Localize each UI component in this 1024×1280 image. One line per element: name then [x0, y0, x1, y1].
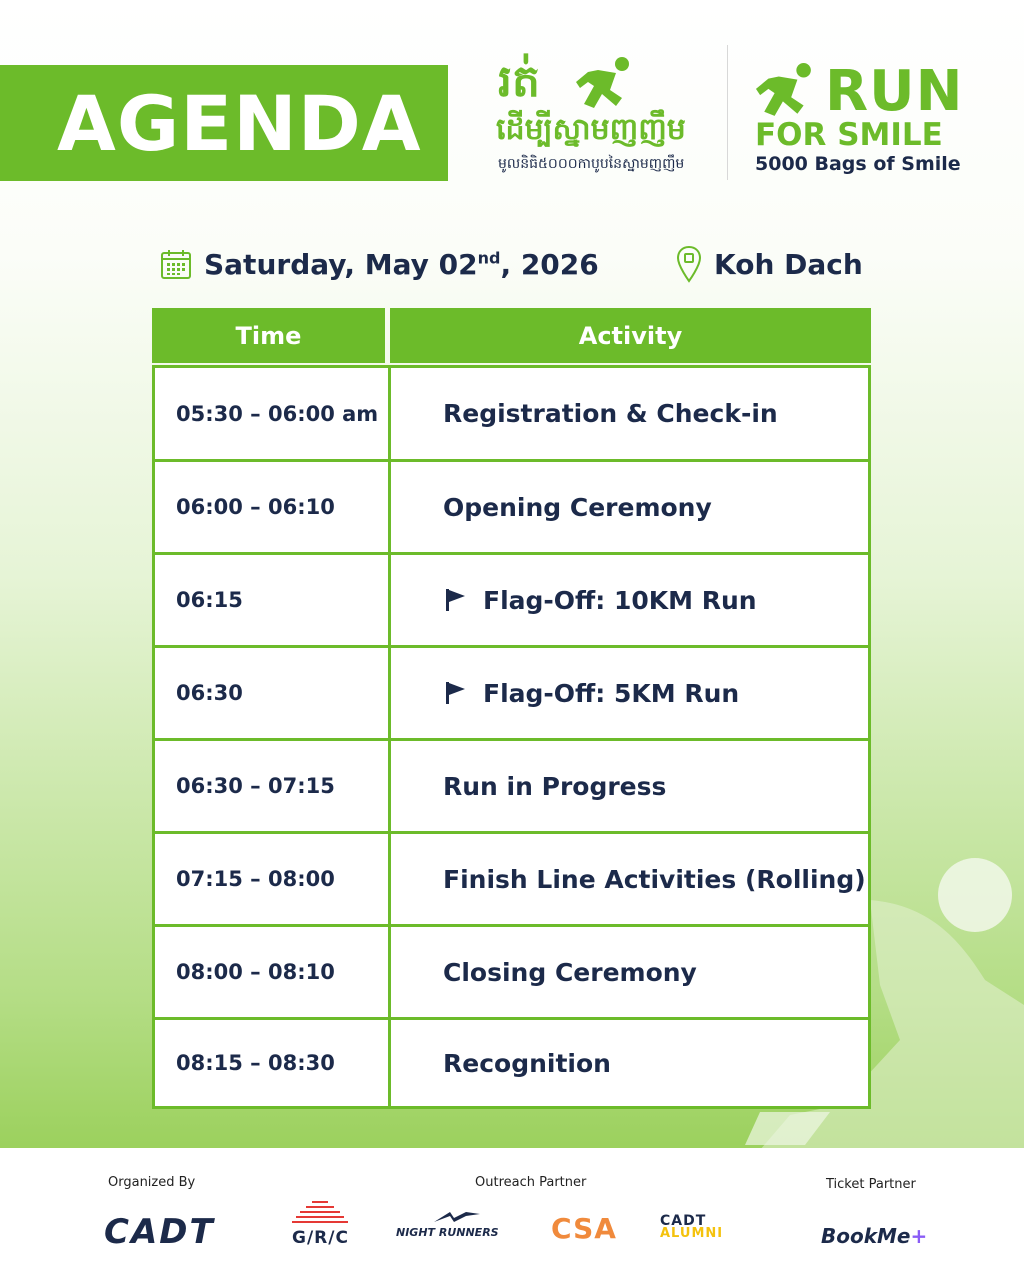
outreach-partner-label: Outreach Partner [475, 1175, 587, 1190]
row-time: 05:30 – 06:00 am [155, 368, 391, 459]
calendar-icon [160, 248, 192, 280]
event-location [676, 240, 863, 288]
khmer-logo-line3: មូលនិធិ៥០០០កាបូបនៃស្នាមញញឹម [498, 156, 685, 172]
bookme-text: BookMe [821, 1224, 911, 1248]
row-activity-text: Opening Ceremony [443, 492, 712, 522]
row-time: 06:15 [155, 555, 391, 645]
csa-logo: CSA [551, 1212, 617, 1245]
sponsors-footer [0, 1148, 1024, 1280]
row-activity-text: Flag-Off: 5KM Run [483, 678, 740, 708]
event-date [160, 240, 599, 288]
row-activity [391, 958, 868, 987]
row-activity-text: Finish Line Activities (Rolling) [443, 864, 866, 894]
runner-icon [576, 56, 634, 112]
table-row [155, 834, 868, 927]
table-header-activity: Activity [390, 308, 871, 363]
row-activity-text: Run in Progress [443, 771, 667, 801]
table-row [155, 555, 868, 648]
cadt-alumni-text1: CADT [660, 1213, 707, 1229]
run-logo-line3: 5000 Bags of Smile [755, 153, 961, 175]
organized-by-label: Organized By [108, 1175, 196, 1190]
row-activity [391, 493, 868, 522]
table-row [155, 927, 868, 1020]
night-runners-logo [396, 1210, 518, 1244]
grc-stripes-icon [292, 1200, 348, 1226]
run-for-smile-khmer-logo [494, 52, 714, 182]
table-row [155, 648, 868, 741]
cadt-logo: CADT [104, 1212, 215, 1252]
night-runners-text: NIGHT RUNNERS [396, 1226, 499, 1239]
row-activity-text: Registration & Check-in [443, 399, 778, 428]
agenda-table [152, 365, 871, 1109]
row-time: 08:00 – 08:10 [155, 927, 391, 1017]
flag-icon [443, 587, 469, 613]
bookme-plus-text: + [910, 1224, 928, 1248]
table-row [155, 462, 868, 555]
row-activity [391, 865, 868, 894]
bookme-logo [821, 1224, 927, 1248]
flag-icon [443, 680, 469, 706]
row-time: 08:15 – 08:30 [155, 1020, 391, 1106]
run-logo-line2: FOR SMILE [755, 117, 943, 153]
table-row [155, 741, 868, 834]
date-year: , 2026 [500, 247, 599, 281]
agenda-banner [0, 65, 448, 181]
run-for-smile-logo [755, 60, 995, 180]
row-activity [391, 772, 868, 801]
row-activity [391, 586, 868, 615]
row-time: 06:00 – 06:10 [155, 462, 391, 552]
row-time: 06:30 [155, 648, 391, 738]
khmer-logo-line1: រត់ [498, 56, 540, 107]
runner-icon [755, 62, 817, 120]
date-suffix: nd [477, 248, 501, 268]
date-text [204, 248, 599, 281]
row-activity [391, 1049, 868, 1078]
row-activity-text: Recognition [443, 1048, 611, 1078]
date-main: Saturday, May 02 [204, 247, 478, 281]
night-runners-swoosh-icon [432, 1210, 482, 1224]
agenda-title: AGENDA [57, 78, 422, 168]
grc-logo [292, 1200, 352, 1250]
row-time: 07:15 – 08:00 [155, 834, 391, 924]
cadt-alumni-logo [660, 1214, 740, 1244]
logo-divider [727, 45, 728, 180]
grc-text: G/R/C [292, 1228, 349, 1248]
ticket-partner-label: Ticket Partner [826, 1177, 916, 1192]
location-pin-icon [676, 245, 702, 283]
table-header-time: Time [152, 308, 385, 363]
khmer-logo-line2: ដើម្បីស្នាមញញឹម [496, 112, 686, 147]
row-activity [391, 679, 868, 708]
run-logo-line1: RUN [825, 59, 964, 124]
row-activity-text: Closing Ceremony [443, 957, 697, 987]
row-activity [391, 399, 868, 428]
table-row [155, 1020, 868, 1106]
row-time: 06:30 – 07:15 [155, 741, 391, 831]
location-text: Koh Dach [714, 247, 863, 281]
cadt-alumni-text2: ALUMNI [660, 1226, 724, 1241]
row-activity-text: Flag-Off: 10KM Run [483, 585, 757, 615]
table-row [155, 368, 868, 462]
